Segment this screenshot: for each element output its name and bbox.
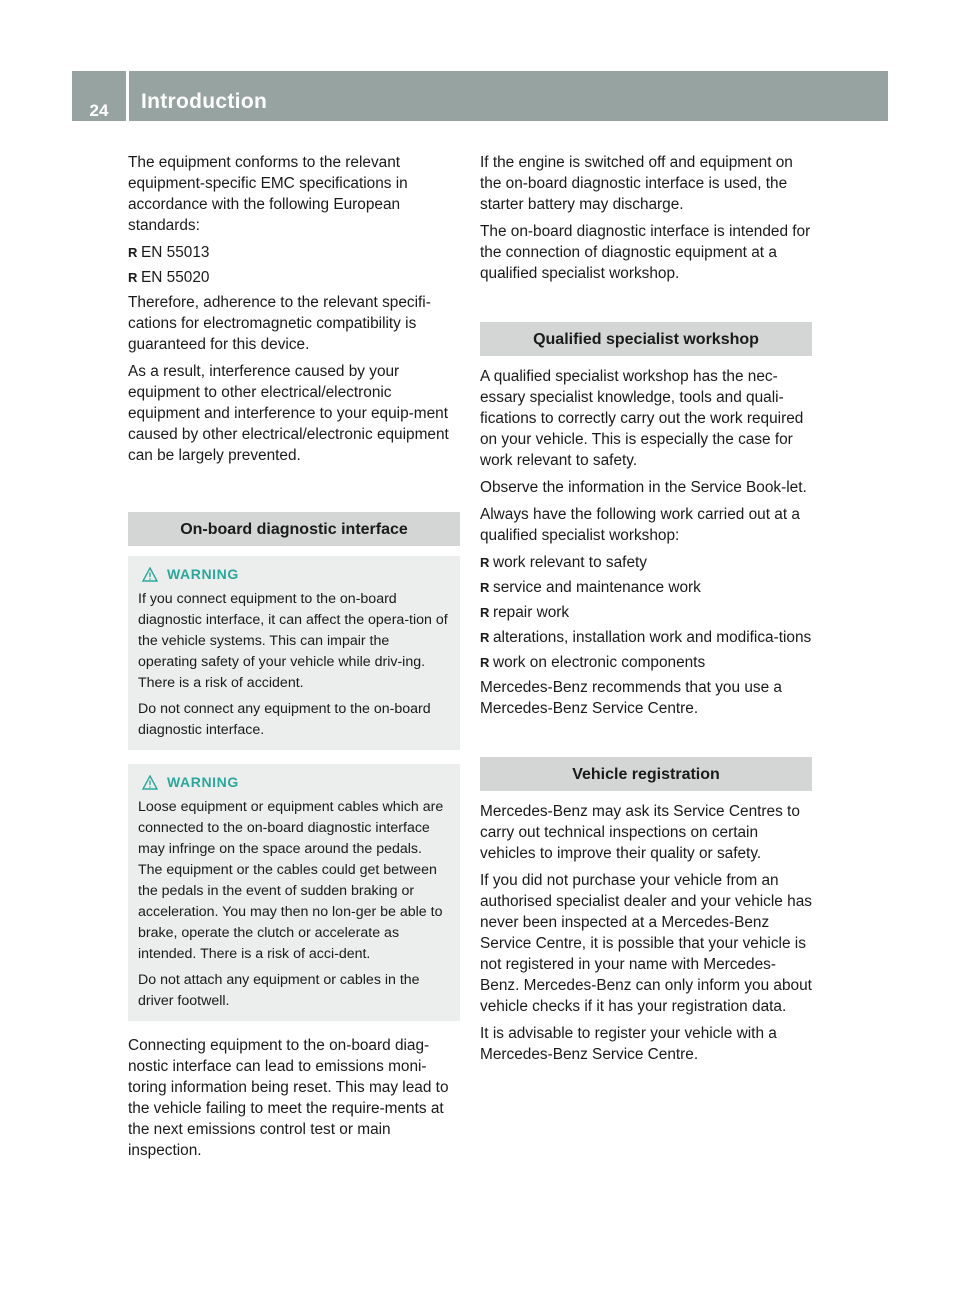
paragraph: Always have the following work carried out at a qualified specialist workshop: bbox=[480, 506, 800, 544]
paragraph: Connecting equipment to the on-board diag-nostic interface can lead to emissions moni-toring information being reset. This may lead to the vehicle failing to meet the require-ments at the next emissions control test or main inspection. bbox=[128, 1037, 449, 1159]
work-item: repair work bbox=[493, 604, 570, 621]
paragraph: Mercedes-Benz recommends that you use a Mercedes-Benz Service Centre. bbox=[480, 679, 782, 717]
intro-paragraph: The equipment conforms to the relevant equipment-specific EMC specifications in accordance with the following European standards: bbox=[128, 154, 408, 234]
warning-title bbox=[138, 772, 450, 793]
list-item bbox=[480, 552, 812, 573]
list-item bbox=[480, 602, 812, 623]
right-column bbox=[480, 152, 812, 1071]
bullet-glyph: R bbox=[480, 655, 490, 670]
bullet-glyph: R bbox=[128, 245, 138, 260]
list-item bbox=[128, 242, 460, 263]
page-header bbox=[72, 71, 888, 121]
bullet-glyph: R bbox=[480, 630, 490, 645]
header-divider bbox=[126, 71, 129, 121]
standard-item: EN 55020 bbox=[141, 269, 210, 286]
bullet-glyph: R bbox=[480, 555, 490, 570]
warning-text: Do not connect any equipment to the on-board diagnostic interface. bbox=[138, 701, 431, 738]
bullet-glyph: R bbox=[480, 605, 490, 620]
bullet-glyph: R bbox=[128, 270, 138, 285]
warning-box bbox=[128, 556, 460, 750]
warning-title bbox=[138, 564, 450, 585]
section-heading-obd: On-board diagnostic interface bbox=[128, 512, 460, 546]
work-item: alterations, installation work and modifica-tions bbox=[493, 629, 812, 646]
page-number: 24 bbox=[89, 101, 109, 120]
work-item: service and maintenance work bbox=[493, 579, 701, 596]
paragraph: The on-board diagnostic interface is intended for the connection of diagnostic equipment at a qualified specialist workshop. bbox=[480, 223, 811, 282]
paragraph: If the engine is switched off and equipment on the on-board diagnostic interface is used, the starter battery may discharge. bbox=[480, 154, 793, 213]
standard-item: EN 55013 bbox=[141, 244, 210, 261]
list-item bbox=[480, 627, 812, 648]
section-heading-registration: Vehicle registration bbox=[480, 757, 812, 791]
warning-text: Do not attach any equipment or cables in the driver footwell. bbox=[138, 972, 420, 1009]
list-item bbox=[128, 267, 460, 288]
section-heading-workshop: Qualified specialist workshop bbox=[480, 322, 812, 356]
warning-text: If you connect equipment to the on-board diagnostic interface, it can affect the opera-tion of the vehicle systems. This can impair the operating safety of your vehicle while driv-ing. There is a risk of accident. bbox=[138, 591, 448, 691]
warning-label: WARNING bbox=[167, 566, 239, 582]
left-column bbox=[128, 152, 460, 1167]
warning-triangle-icon bbox=[142, 775, 158, 790]
paragraph: Observe the information in the Service Book-let. bbox=[480, 479, 807, 496]
section-title: Introduction bbox=[141, 90, 268, 113]
paragraph: Mercedes-Benz may ask its Service Centres to carry out technical inspections on certain vehicles to improve their quality or safety. bbox=[480, 803, 800, 862]
warning-label: WARNING bbox=[167, 774, 239, 790]
paragraph: Therefore, adherence to the relevant specifi-cations for electromagnetic compatibility is guaranteed for this device. bbox=[128, 294, 431, 353]
bullet-glyph: R bbox=[480, 580, 490, 595]
list-item bbox=[480, 652, 812, 673]
warning-text: Loose equipment or equipment cables which are connected to the on-board diagnostic interface may infringe on the space around the pedals. The equipment or the cables could get between the pedals in the event of sudden braking or acceleration. You may then no lon-ger be able to brake, operate the clutch or accelerate as intended. There is a risk of acci-dent. bbox=[138, 799, 444, 962]
paragraph: As a result, interference caused by your equipment to other electrical/electronic equipment and interference to your equip-ment caused by other electrical/electronic equipment can be largely prevented. bbox=[128, 363, 449, 464]
warning-triangle-icon bbox=[142, 567, 158, 582]
warning-box bbox=[128, 764, 460, 1021]
work-item: work on electronic components bbox=[493, 654, 706, 671]
work-item: work relevant to safety bbox=[493, 554, 647, 571]
paragraph: It is advisable to register your vehicle with a Mercedes-Benz Service Centre. bbox=[480, 1025, 777, 1063]
paragraph: A qualified specialist workshop has the nec-essary specialist knowledge, tools and quali-fications to correctly carry out the work required on your vehicle. This is especially the case for work relevant to safety. bbox=[480, 368, 804, 469]
paragraph: If you did not purchase your vehicle from an authorised specialist dealer and your vehicle has never been inspected at a Mercedes-Benz Service Centre, it is possible that your vehicle is not registered in your name with Mercedes-Benz. Mercedes-Benz can only inform you about vehicle checks if it has your registration data. bbox=[480, 872, 812, 1015]
list-item bbox=[480, 577, 812, 598]
